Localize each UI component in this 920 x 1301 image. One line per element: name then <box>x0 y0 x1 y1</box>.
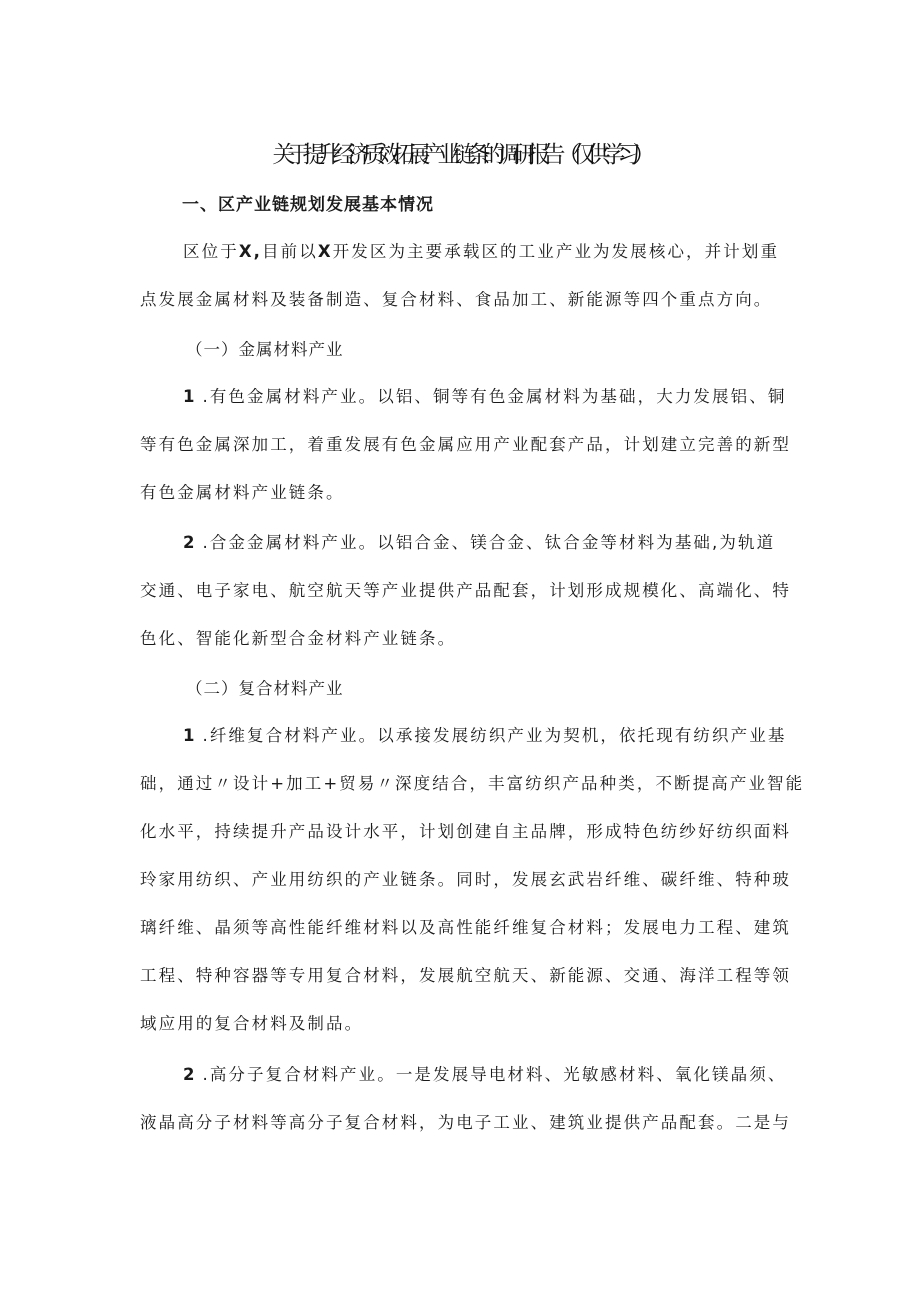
composite-item-1-line-2: 础，通过〃设计+加工+贸易〃深度结合，丰富纺织产品种类，不断提高产业智能 <box>140 774 805 793</box>
composite-item-1-line-4: 玲家用纺织、产业用纺织的产业链条。同时，发展玄武岩纤维、碳纤维、特种玻 <box>140 870 791 889</box>
document-title: 关于提升经济质效拓展产业链条的调研报告（仅供学习） <box>272 142 648 168</box>
item-text: .高分子复合材料产业。一是发展导电材料、光敏感材料、氧化镁晶须、 <box>202 1065 787 1084</box>
intro-text-b: X, <box>238 242 263 261</box>
composite-item-1-line-6: 工程、特种容器等专用复合材料，发展航空航天、新能源、交通、海洋工程等领 <box>140 966 791 985</box>
composite-item-2-line-1 <box>183 1060 786 1090</box>
composite-item-2-line-2: 液晶高分子材料等高分子复合材料，为电子工业、建筑业提供产品配套。二是与 <box>140 1113 791 1132</box>
intro-line-2: 点发展金属材料及装备制造、复合材料、食品加工、新能源等四个重点方向。 <box>140 290 773 309</box>
metal-item-2-line-3: 色化、智能化新型合金材料产业链条。 <box>140 629 457 648</box>
metal-item-1-line-2: 等有色金属深加工，着重发展有色金属应用产业配套产品，计划建立完善的新型 <box>140 435 791 454</box>
metal-item-1-line-1 <box>183 382 786 412</box>
item-text: .有色金属材料产业。以铝、铜等有色金属材料为基础，大力发展铝、铜 <box>202 387 787 406</box>
composite-item-1-line-1 <box>183 721 786 751</box>
section-heading-1: 一、区产业链规划发展基本情况 <box>182 195 434 215</box>
intro-text-c: 目前以 <box>262 242 318 261</box>
item-number: 1 <box>183 726 201 745</box>
metal-item-2-line-2: 交通、电子家电、航空航天等产业提供产品配套，计划形成规模化、高端化、特 <box>140 581 791 600</box>
intro-text-d: X <box>317 242 333 261</box>
metal-item-1-line-3: 有色金属材料产业链条。 <box>140 483 345 502</box>
item-number: 2 <box>183 533 201 552</box>
intro-text-e: 开发区为主要承载区的工业产业为发展核心，并计划重 <box>332 242 780 261</box>
subsection-heading-composite: （二）复合材料产业 <box>186 679 344 698</box>
item-text: .合金金属材料产业。以铝合金、镁合金、钛合金等材料为基础,为轨道 <box>202 533 776 552</box>
composite-item-1-line-3: 化水平，持续提升产品设计水平，计划创建自主品牌，形成特色纺纱好纺织面料 <box>140 822 791 841</box>
item-number: 1 <box>183 387 201 406</box>
item-number: 2 <box>183 1065 201 1084</box>
intro-text-a: 区位于 <box>183 242 239 261</box>
intro-line-1 <box>183 237 779 267</box>
item-text: .纤维复合材料产业。以承接发展纺织产业为契机，依托现有纺织产业基 <box>202 726 787 745</box>
composite-item-1-line-7: 域应用的复合材料及制品。 <box>140 1014 364 1033</box>
subsection-heading-metal: （一）金属材料产业 <box>186 340 344 359</box>
composite-item-1-line-5: 璃纤维、晶须等高性能纤维材料以及高性能纤维复合材料；发展电力工程、建筑 <box>140 918 791 937</box>
metal-item-2-line-1 <box>183 528 775 558</box>
